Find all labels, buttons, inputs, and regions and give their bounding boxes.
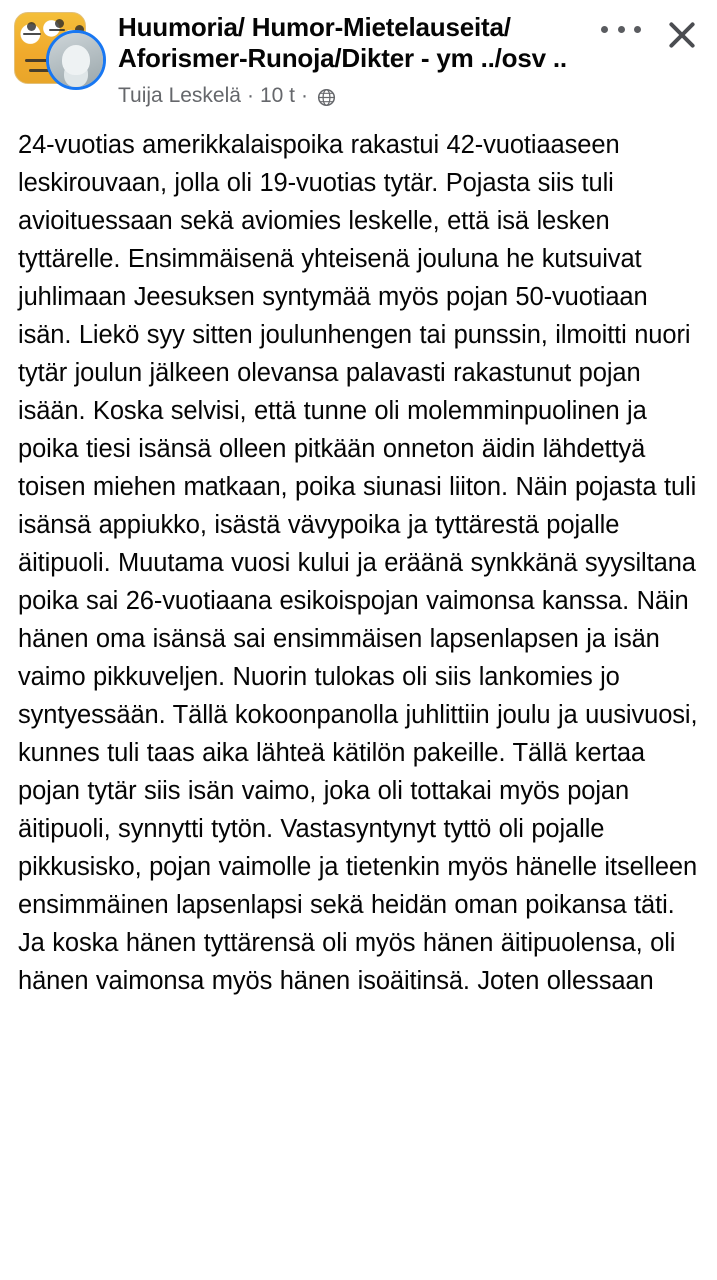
- post-text: 24-vuotias amerikkalaispoika rakastui 42-vuotiaaseen leskirouvaan, jolla oli 19-vuotias tytär. Pojasta siis tuli avioituessaan sekä aviomies leskelle, että isä lesken tyttärelle. Ensimmäisenä yhteisenä jouluna he kutsuivat juhlimaan Jeesuksen syntymää myös pojan 50-vuotiaan isän. Liekö syy sitten joulunhengen tai punssin, ilmoitti nuori tytär joulun jälkeen olevansa palavasti rakastunut pojan isään. Koska selvisi, että tunne oli molemminpuolinen ja poika tiesi isänsä olleen pitkään onneton äidin lähdettyä toisen miehen matkaan, poika siunasi liiton. Näin pojasta tuli isänsä appiukko, isästä vävypoika ja tyttärestä pojalle äitipuoli. Muutama vuosi kului ja eräänä synkkänä syysiltana poika sai 26-vuotiaana esikoispojan vaimonsa kanssa. Näin hänen oma isänsä sai ensimmäisen lapsenlapsen ja isän vaimo pikkuveljen. Nuorin tulokas oli siis lankomies jo syntyessään. Tällä kokoonpanolla juhlittiin joulu ja uusivuosi, kunnes tuli taas aika lähteä kätilön pakeille. Tällä kertaa pojan tytär siis isän vaimo, joka oli tottakai myös pojan äitipuoli, synnytti tytön. Vastasyntynyt tyttö oli pojalle pikkusisko, pojan vaimolle ja tietenkin myös hänelle itselleen ensimmäinen lapsenlapsi sekä heidän oman poikansa täti. Ja koska hänen tyttärensä oli myös hänen äitipuolensa, oli hänen vaimonsa myös hänen isoäitinsä. Joten ollessaan: [18, 131, 698, 995]
- author-avatar-icon: [46, 30, 106, 90]
- globe-icon[interactable]: [317, 88, 336, 107]
- post-timestamp[interactable]: 10 t: [259, 84, 295, 107]
- meta-separator: ·: [246, 84, 254, 107]
- meta-separator-2: ·: [301, 84, 308, 107]
- close-icon[interactable]: [663, 16, 701, 54]
- header-actions: [601, 8, 707, 54]
- post-meta: [118, 83, 601, 108]
- more-options-icon[interactable]: [601, 16, 641, 42]
- post-author[interactable]: Tuija Leskelä: [118, 84, 241, 107]
- avatar[interactable]: [14, 12, 92, 84]
- header-text-block: [92, 8, 601, 108]
- post-header: [0, 0, 717, 108]
- page-title[interactable]: Huumoria/ Humor-Mietelauseita/ Aforismer-Runoja/Dikter - ym ../osv ..: [118, 12, 567, 73]
